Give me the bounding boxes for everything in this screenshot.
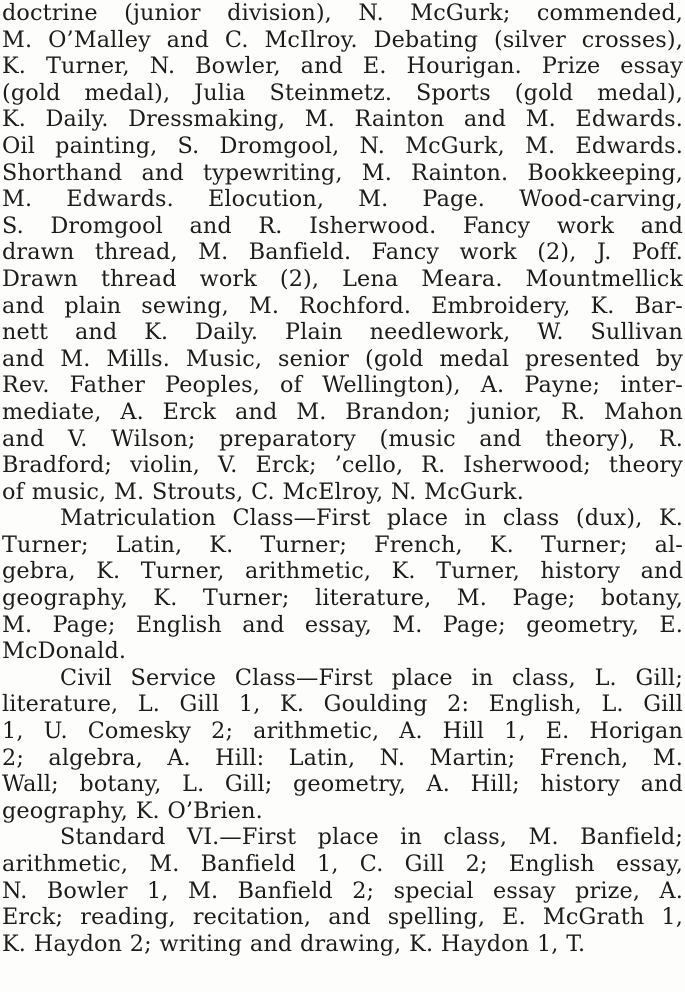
text-line: and M. Mills. Music, senior (gold medal presented by <box>2 345 683 372</box>
text-line: and plain sewing, M. Rochford. Embroidery, K. Bar- <box>2 292 683 319</box>
text-line: Oil painting, S. Dromgool, N. McGurk, M. Edwards. <box>2 132 683 159</box>
text-line: M. Edwards. Elocution, M. Page. Wood-carving, <box>2 186 683 213</box>
text-line: Turner; Latin, K. Turner; French, K. Turner; al- <box>2 531 683 558</box>
text-line: Erck; reading, recitation, and spelling, E. McGrath 1, <box>2 904 683 931</box>
text-line: 2; algebra, A. Hill: Latin, N. Martin; French, M. <box>2 744 683 771</box>
text-line: gebra, K. Turner, arithmetic, K. Turner, history and <box>2 558 683 585</box>
text-line: drawn thread, M. Banfield. Fancy work (2), J. Poff. <box>2 239 683 266</box>
paragraph-civil-service-class <box>2 665 683 825</box>
text-line: N. Bowler 1, M. Banfield 2; special essay prize, A. <box>2 877 683 904</box>
text-line: mediate, A. Erck and M. Brandon; junior, R. Mahon <box>2 398 683 425</box>
text-line: (gold medal), Julia Steinmetz. Sports (gold medal), <box>2 79 683 106</box>
paragraph-standard-vi <box>2 824 683 957</box>
text-line: and V. Wilson; preparatory (music and theory), R. <box>2 425 683 452</box>
text-line: doctrine (junior division), N. McGurk; commended, <box>2 0 683 26</box>
text-line: geography, K. O’Brien. <box>2 797 263 824</box>
text-column <box>2 0 683 957</box>
text-line: Standard VI.—First place in class, M. Banfield; <box>60 824 683 851</box>
text-line: K. Haydon 2; writing and drawing, K. Haydon 1, T. <box>2 930 586 957</box>
text-line: K. Turner, N. Bowler, and E. Hourigan. Prize essay <box>2 53 683 80</box>
text-line: M. Page; English and essay, M. Page; geometry, E. <box>2 611 683 638</box>
text-line: Rev. Father Peoples, of Wellington), A. Payne; inter- <box>2 372 683 399</box>
paragraph-matriculation-class <box>2 505 683 665</box>
text-line: Drawn thread work (2), Lena Meara. Mountmellick <box>2 265 683 292</box>
text-line: McDonald. <box>2 638 127 665</box>
text-line: Matriculation Class—First place in class (dux), K. <box>60 505 683 532</box>
text-line: Civil Service Class—First place in class, L. Gill; <box>60 664 683 691</box>
text-line: geography, K. Turner; literature, M. Page; botany, <box>2 585 683 612</box>
text-line: Bradford; violin, V. Erck; ’cello, R. Isherwood; theory <box>2 452 683 479</box>
text-line: M. O’Malley and C. McIlroy. Debating (silver crosses), <box>2 26 683 53</box>
text-line: nett and K. Daily. Plain needlework, W. Sullivan <box>2 319 683 346</box>
text-line: literature, L. Gill 1, K. Goulding 2: English, L. Gill <box>2 691 683 718</box>
text-line: Shorthand and typewriting, M. Rainton. Bookkeeping, <box>2 159 683 186</box>
text-line: Wall; botany, L. Gill; geometry, A. Hill; history and <box>2 771 683 798</box>
text-line: of music, M. Strouts, C. McElroy, N. McGurk. <box>2 478 524 505</box>
text-line: K. Daily. Dressmaking, M. Rainton and M. Edwards. <box>2 106 683 133</box>
text-line: S. Dromgool and R. Isherwood. Fancy work and <box>2 212 683 239</box>
text-line: arithmetic, M. Banfield 1, C. Gill 2; English essay, <box>2 851 683 877</box>
text-line: 1, U. Comesky 2; arithmetic, A. Hill 1, E. Horigan <box>2 718 683 745</box>
paragraph-awards-continued <box>2 0 683 505</box>
